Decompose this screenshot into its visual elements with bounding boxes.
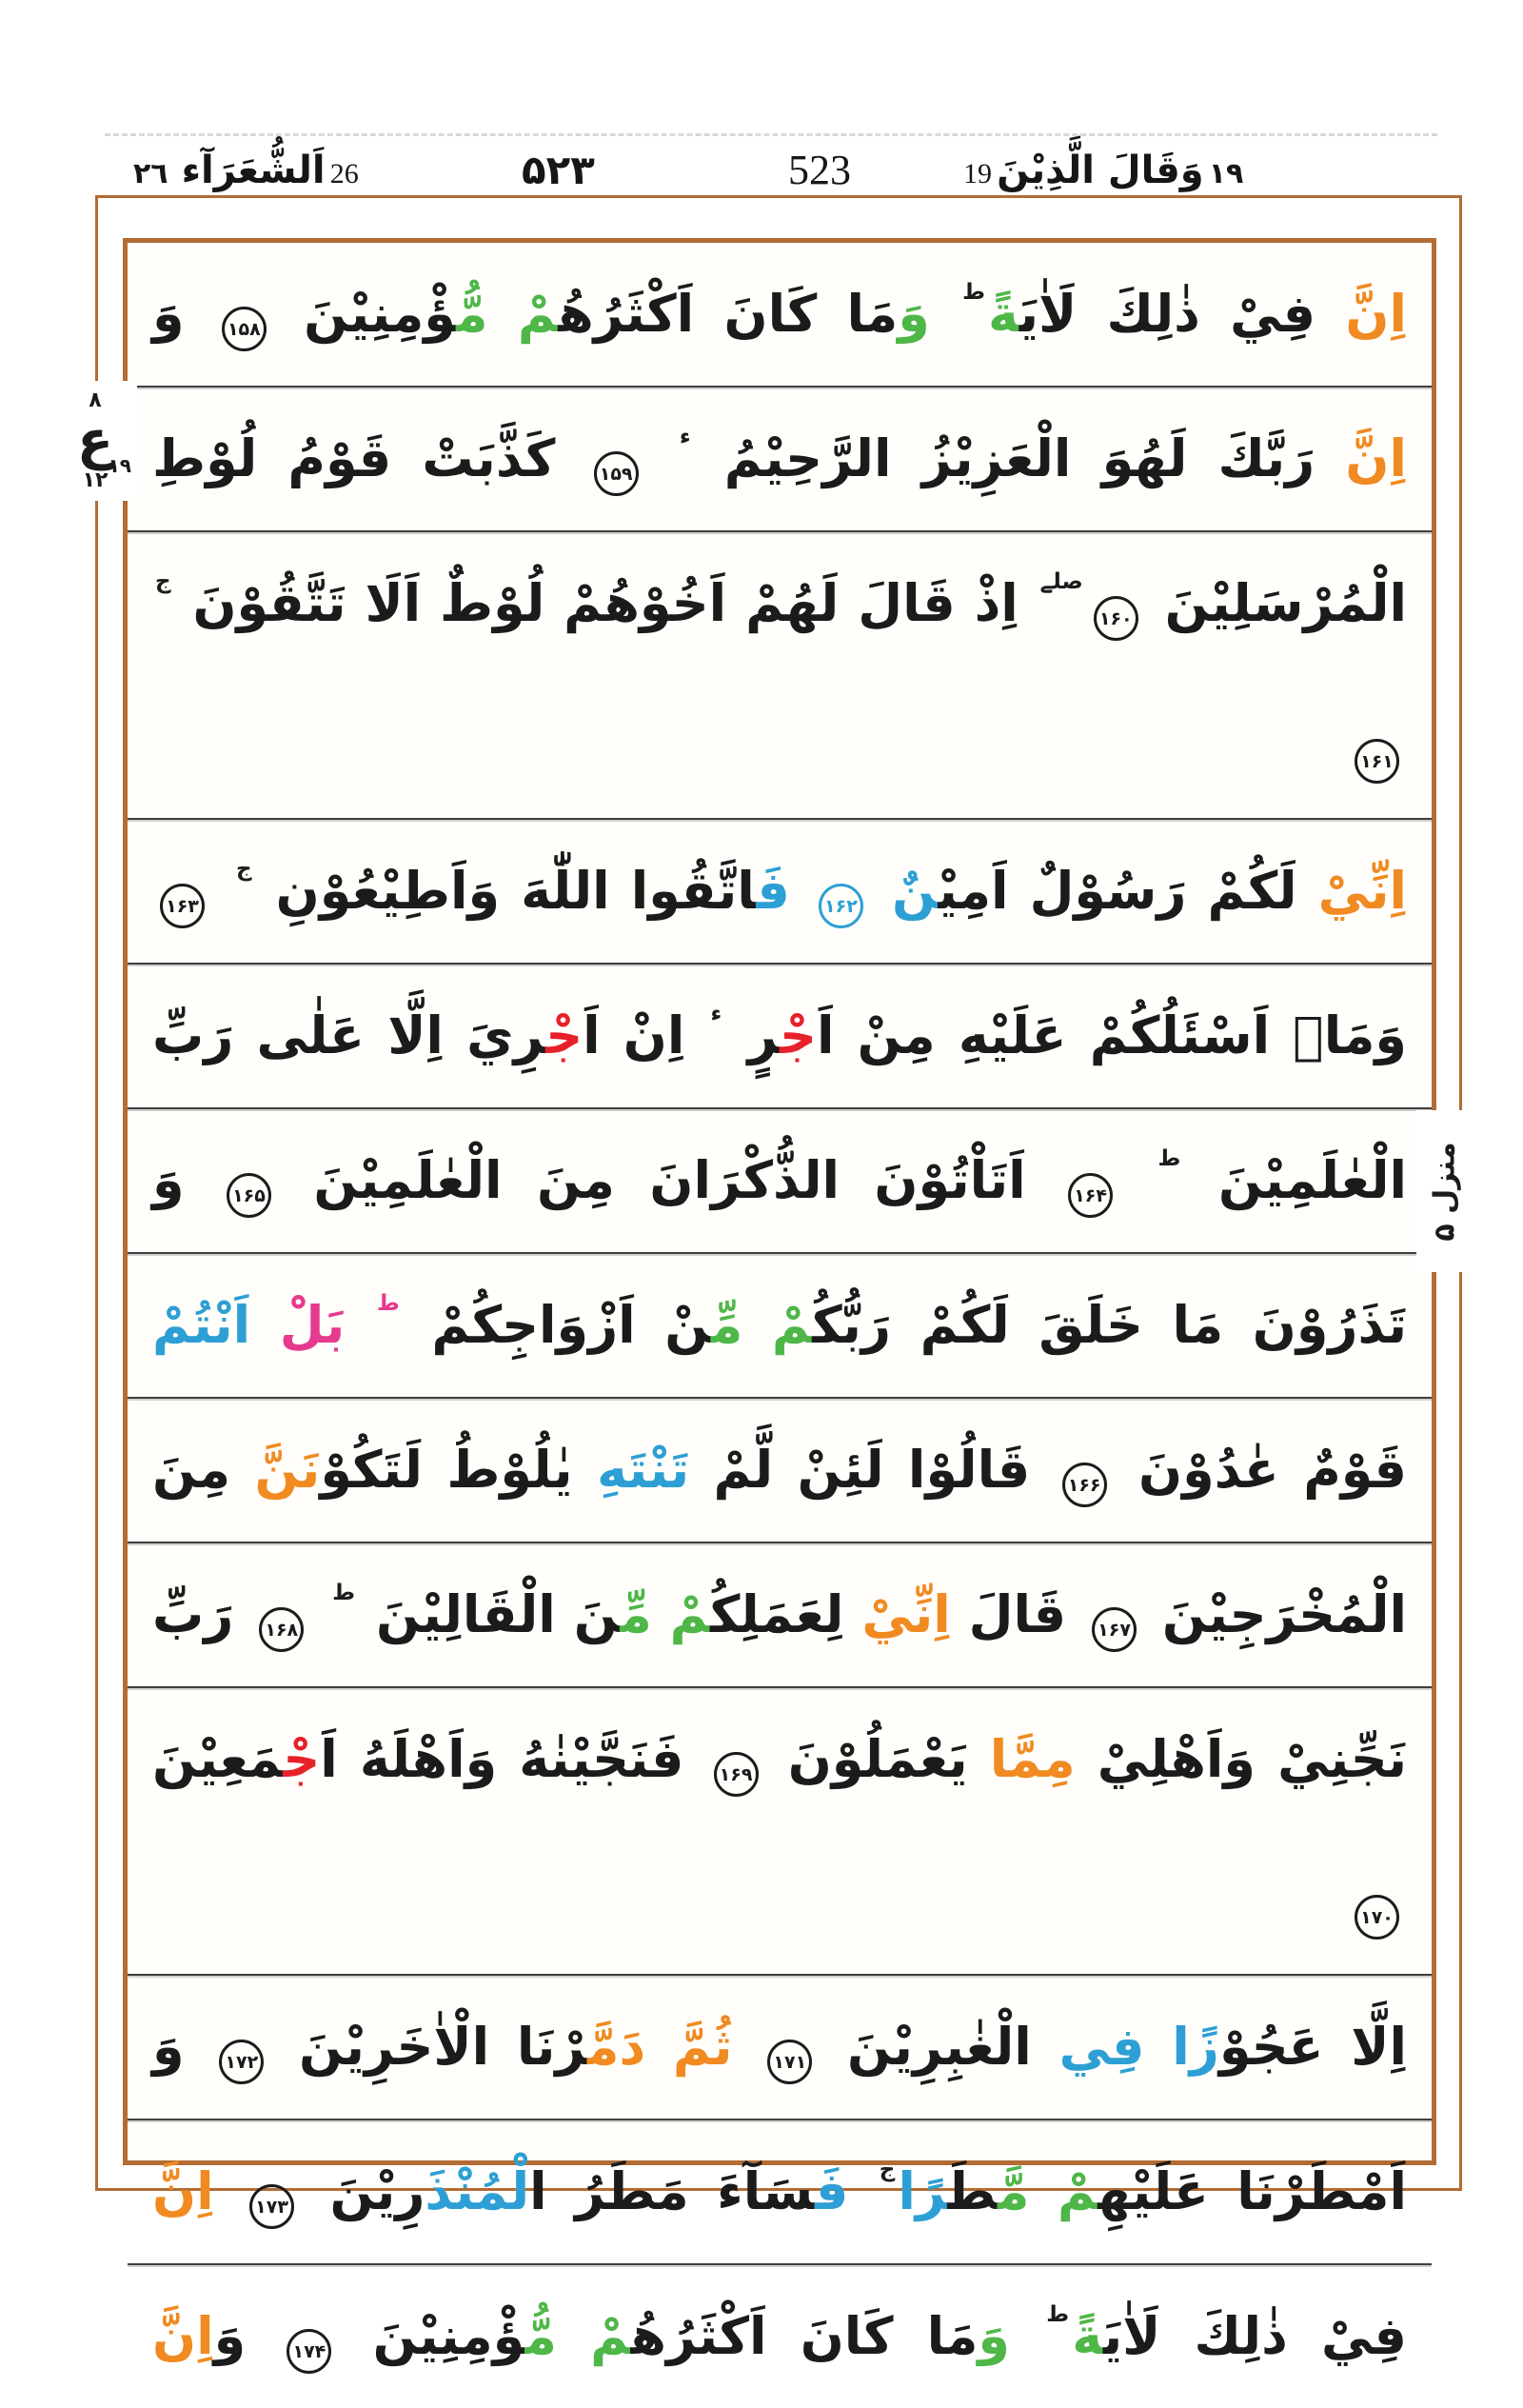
- text-segment: فَ‍: [756, 861, 811, 921]
- juz-number-western: 19: [963, 158, 992, 189]
- quran-line: [128, 532, 1432, 820]
- text-segment: ‍رِيَ اِلَّا عَلٰى رَبِّ: [152, 1005, 546, 1065]
- text-segment: [733, 2017, 761, 2077]
- verse-number-marker: ۱۶۴: [1068, 1173, 1113, 1218]
- text-segment: فَ‍: [814, 2161, 877, 2221]
- juz-number-arabic: ۱۹: [1208, 157, 1244, 190]
- text-segment: اِنْ اَ: [583, 1005, 708, 1065]
- quran-line: [128, 2265, 1432, 2408]
- text-segment: ‍ؤْمِنِيْنَ: [273, 284, 457, 344]
- text-segment: [212, 861, 233, 921]
- text-segment: اَتَاْتُوْنَ الذُّكْرَانَ مِنَ الْعٰلَمِيْنَ: [278, 1150, 1061, 1210]
- text-segment: قَالَ: [950, 1584, 1085, 1644]
- text-segment: اَمْطَرْنَا عَلَيْهِ‍: [1098, 2161, 1407, 2221]
- quran-line: [128, 388, 1432, 532]
- text-segment: فِيْ ذٰلِكَ لَاٰيَ‍: [1019, 284, 1346, 344]
- verse-number-marker: ۱۷۳: [249, 2184, 294, 2229]
- text-segment: اِنِّيْ: [861, 1584, 951, 1644]
- text-segment: لِعَمَلِكُ‍: [710, 1584, 862, 1644]
- text-segment: ‍نْ اَزْوَاجِكُمْ: [402, 1295, 711, 1355]
- verse-number-marker: ۱۶۹: [714, 1752, 759, 1797]
- quran-line: [128, 1254, 1432, 1399]
- pause-mark: صلے: [1039, 569, 1083, 594]
- text-segment: زًا فِي: [1058, 2017, 1219, 2077]
- verse-number-marker: ۱۵۹: [594, 451, 639, 496]
- text-segment: الْغٰبِرِيْنَ: [820, 2017, 1059, 2077]
- text-segment: وَمَاۤ اَسْئَلُكُمْ عَلَيْهِ مِنْ اَ: [816, 1005, 1407, 1065]
- verse-number-marker: ۱۶۶: [1062, 1463, 1107, 1507]
- text-segment: نَنَّ: [254, 1440, 321, 1500]
- text-segment: الْمُخْرَجِيْنَ: [1144, 1584, 1407, 1644]
- verse-number-marker: ۱۵۸: [222, 307, 267, 351]
- text-segment: لَكُمْ رَسُوْلٌ اَمِيْ‍: [938, 861, 1318, 921]
- page-number-western: 523: [777, 139, 862, 206]
- pause-mark: ء: [710, 1002, 722, 1026]
- text-segment: جْ‍: [283, 1729, 321, 1789]
- text-segment: وَ: [213, 2306, 280, 2366]
- pause-mark: ط: [962, 280, 986, 305]
- text-segment: [1010, 2306, 1043, 2366]
- text-segment: كَذَّبَتْ قَوْمُ لُوْطِ: [152, 428, 586, 488]
- verse-number-marker: ۱۷۱: [767, 2040, 812, 2084]
- text-segment: مَا كَانَ اَكْثَرُهُ‍: [630, 2306, 979, 2366]
- text-segment: ‍مَعِيْنَ: [134, 1729, 284, 1789]
- quran-line: [128, 243, 1432, 388]
- text-segment: ‍نَ الْقَالِيْنَ: [358, 1584, 621, 1644]
- text-segment: مِنَ: [152, 1440, 255, 1500]
- text-segment: قَوْمٌ عٰدُوْنَ: [1114, 1440, 1408, 1500]
- pause-mark: ء: [679, 425, 691, 449]
- surah-number-arabic: ٢٦: [133, 157, 168, 190]
- text-segment: بَلْ: [250, 1295, 374, 1355]
- quran-line: [128, 965, 1432, 1109]
- pause-mark: ط: [1157, 1146, 1181, 1171]
- text-segment: ‍مْ مِّ‍: [620, 1584, 710, 1644]
- quran-line: [128, 820, 1432, 965]
- text-segment: الْعٰلَمِيْنَ: [1183, 1150, 1407, 1210]
- text-segment: ‍اتَّقُوا اللّٰهَ وَاَطِيْعُوْنِ: [254, 861, 757, 921]
- quran-line: [128, 1109, 1432, 1254]
- text-segment: ‍سَآءَ مَطَرُ ا: [529, 2161, 815, 2221]
- ain-glyph: ع: [76, 409, 114, 471]
- inner-frame: [123, 238, 1436, 2366]
- text-segment: تَذَرُوْنَ مَا خَلَقَ لَكُمْ رَبُّكُ‍: [812, 1295, 1407, 1355]
- text-segment: اِنَّ: [1345, 284, 1407, 344]
- text-segment: [311, 1584, 329, 1644]
- pause-mark: ج: [236, 857, 252, 882]
- ruku-bottom-number: ۱۲: [82, 468, 109, 492]
- text-segment: مَا كَانَ اَكْثَرُهُ‍: [558, 284, 899, 344]
- text-segment: قَالُوْا لَئِنْ لَّمْ: [689, 1440, 1055, 1500]
- pause-mark: ط: [376, 1291, 400, 1316]
- text-segment: فِيْ ذٰلِكَ لَاٰيَ‍: [1102, 2306, 1407, 2366]
- text-segment: جْ‍: [545, 1005, 583, 1065]
- ruku-middle-number: ۱۹: [108, 454, 131, 477]
- verse-number-marker: ۱۶۵: [227, 1173, 271, 1218]
- verse-number-marker: ۱۶۱: [1355, 739, 1399, 784]
- text-segment: ‍مْ مُّ‍: [524, 2306, 631, 2366]
- text-segment: ‍رًا: [898, 2161, 948, 2221]
- pause-mark: ج: [879, 2158, 896, 2182]
- text-segment: اِنَّ: [1345, 428, 1407, 488]
- text-segment: ‍نٌ: [870, 861, 939, 921]
- text-segment: اِنَّ: [152, 2161, 214, 2221]
- decorative-dotted-rule: [105, 133, 1437, 136]
- text-segment: رِيْنَ: [302, 2161, 425, 2221]
- text-segment: لْمُنْذَ: [425, 2161, 530, 2221]
- verse-number-marker: ۱۷۰: [1355, 1895, 1399, 1940]
- text-segment: ‍رْنَا الْاٰخَرِيْنَ: [271, 2017, 588, 2077]
- quran-line: [128, 1543, 1432, 1688]
- text-segment: ‍ةً: [1072, 2306, 1103, 2366]
- pause-mark: ط: [1046, 2302, 1070, 2327]
- ruku-marker: [53, 381, 137, 501]
- text-segment: ‍ؤْمِنِيْنَ: [339, 2306, 525, 2366]
- pause-mark: ط: [332, 1581, 356, 1605]
- verse-number-marker: ۱۶۲: [819, 884, 863, 928]
- text-segment: [646, 428, 677, 488]
- text-segment: تَنْتَهِ: [597, 1440, 690, 1500]
- text-segment: اِذْ قَالَ لَهُمْ اَخُوْهُمْ لُوْطٌ اَلَا تَتَّقُوْنَ: [173, 573, 1038, 633]
- text-segment: ثُمَّ دَمَّ‍: [587, 2017, 733, 2077]
- lines-container: [128, 243, 1432, 2366]
- quran-line: [128, 1399, 1432, 1543]
- text-segment: اَنْتُمْ: [152, 1295, 251, 1355]
- manzil-label: منزل ۵: [1428, 1141, 1462, 1242]
- verse-number-marker: ۱۷۴: [287, 2329, 331, 2374]
- verse-number-marker: ۱۶۳: [160, 884, 205, 928]
- surah-name-with-arabic-number: اَلشُّعَرَآء​ ٢٦: [133, 149, 326, 192]
- text-segment: الْمُرْسَلِيْنَ: [1145, 573, 1408, 633]
- text-segment: [930, 284, 959, 344]
- text-segment: يَعْمَلُوْنَ: [765, 1729, 990, 1789]
- surah-number-western: 26: [329, 158, 359, 189]
- text-segment: وَ: [152, 284, 214, 344]
- text-segment: اِنِّيْ: [1317, 861, 1407, 921]
- verse-number-marker: ۱۶۷: [1092, 1607, 1137, 1652]
- text-segment: [134, 573, 152, 633]
- page-number-urdu: ۵۲۳: [510, 139, 606, 206]
- quran-line: [128, 2120, 1432, 2265]
- text-segment: ‍طَ‍: [947, 2161, 999, 2221]
- quran-line: [128, 1688, 1432, 1976]
- ruku-ain-symbol: [53, 409, 137, 477]
- text-segment: ‍مْ مِّ‍: [710, 1295, 813, 1355]
- text-segment: جْ‍: [780, 1005, 817, 1065]
- text-segment: [1120, 1150, 1155, 1210]
- text-segment: وَ: [898, 284, 930, 344]
- text-segment: رَبَّكَ لَهُوَ الْعَزِيْزُ الرَّحِيْمُ: [693, 428, 1346, 488]
- text-segment: اِلَّا عَجُوْ: [1218, 2017, 1407, 2077]
- text-segment: فَنَجَّيْنٰهُ وَاَهْلَهُ اَ: [320, 1729, 706, 1789]
- juz-name: وَقَالَ الَّذِيْنَ: [997, 149, 1204, 192]
- text-segment: ‍مْ مُّ‍: [456, 284, 559, 344]
- text-segment: ‍رٍ: [724, 1005, 781, 1065]
- text-segment: رَبِّ: [152, 1584, 252, 1644]
- manzil-marker: [1416, 1110, 1474, 1272]
- text-segment: اِنَّ: [152, 2306, 214, 2366]
- text-segment: نَجِّنِيْ وَاَهْلِيْ: [1075, 1729, 1407, 1789]
- verse-number-marker: ۱۶۸: [259, 1607, 304, 1652]
- text-segment: وَ: [152, 1150, 219, 1210]
- quran-line: [128, 1976, 1432, 2120]
- text-segment: ‍مْ مَّ‍: [998, 2161, 1098, 2221]
- text-segment: مِمَّا: [989, 1729, 1076, 1789]
- ruku-count: ۸: [89, 388, 102, 412]
- text-segment: وَ: [978, 2306, 1010, 2366]
- text-segment: ‍ةً: [988, 284, 1019, 344]
- pause-mark: ج: [155, 569, 171, 594]
- text-segment: يٰلُوْطُ لَتَكُوْ: [320, 1440, 598, 1500]
- text-segment: [214, 2161, 242, 2221]
- verse-number-marker: ۱۶۰: [1094, 596, 1138, 641]
- outer-frame: [95, 195, 1462, 2366]
- surah-name: اَلشُّعَرَآء: [181, 149, 326, 192]
- text-segment: وَ: [152, 2017, 212, 2077]
- verse-number-marker: ۱۷۲: [219, 2040, 264, 2084]
